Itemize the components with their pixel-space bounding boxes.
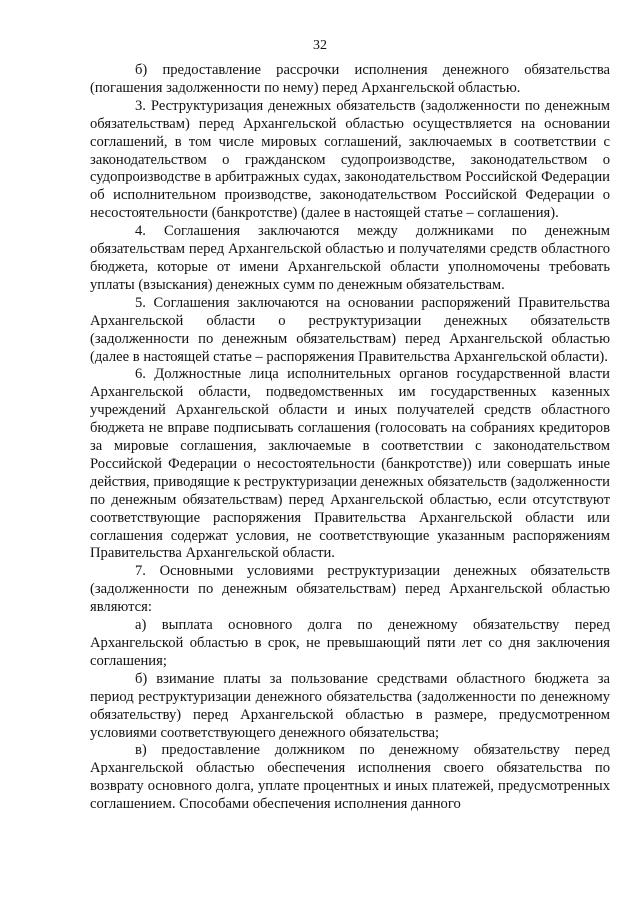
paragraph-7c-security: в) предоставление должником по денежному обязательству перед Архангельской областью обеспечения исполнения своего обязательства по возврату основного долга, уплате процентных и иных платежей, предусмотренных соглашением. Способами обеспечения исполнения данного [90,742,610,813]
paragraph-7-main-conditions: 7. Основными условиями реструктуризации денежных обязательств (задолженности по денежным обязательствам) перед Архангельской областью являются: [90,563,610,616]
paragraph-4-agreements-parties: 4. Соглашения заключаются между должниками по денежным обязательствам перед Архангельской областью и получателями средств областного бюджета, которые от имени Архангельской области уполномочены требовать уплаты (взыскания) денежных сумм по денежным обязательствам. [90,223,610,293]
paragraph-5-agreements-basis: 5. Соглашения заключаются на основании распоряжений Правительства Архангельской области о реструктуризации денежных обязательств (задолженности по денежным обязательствам) перед Архангельской областью (далее в настоящей статье – распоряжения Правительства Архангельской области). [90,294,610,365]
page-number: 32 [313,38,327,53]
paragraph-3-restructuring: 3. Реструктуризация денежных обязательств (задолженности по денежным обязательствам) перед Архангельской областью осуществляется на основании соглашений, в том числе мировых соглашений, заключаемых в соответствии с законодательством о гражданском судопроизводстве, законодательством о судопроизводстве в арбитражных судах, законодательством Российской Федерации об исполнительном производстве, законодательством Российской Федерации о несостоятельности (банкротстве) (далее в настоящей статье – соглашения). [90,97,610,222]
paragraph-6b-installment: б) предоставление рассрочки исполнения денежного обязательства (погашения задолженности по нему) перед Архангельской областью. [90,62,610,96]
document-body [90,62,610,814]
paragraph-7a-principal-payment: а) выплата основного долга по денежному обязательству перед Архангельской областью в срок, не превышающий пяти лет со дня заключения соглашения; [90,617,610,669]
paragraph-6-officials-restriction: 6. Должностные лица исполнительных органов государственной власти Архангельской области, подведомственных им государственных казенных учреждений Архангельской области и иных получателей средств областного бюджета не вправе подписывать соглашения (голосовать на собраниях кредиторов за мировые соглашения, заключаемые в соответствии с законодательством Российской Федерации о несостоятельности (банкротстве)) или совершать иные действия, приводящие к реструктуризации денежных обязательств (задолженности по денежным обязательствам) перед Архангельской областью, если отсутствуют соответствующие распоряжения Правительства Архангельской области или соглашения содержат условия, не соответствующие указанным распоряжениям Правительства Архангельской области. [90,366,610,562]
paragraph-7b-usage-fee: б) взимание платы за пользование средствами областного бюджета за период реструктуризации денежного обязательства (задолженности по денежному обязательству) перед Архангельской областью в размере, предусмотренном условиями соответствующего денежного обязательства; [90,670,610,741]
